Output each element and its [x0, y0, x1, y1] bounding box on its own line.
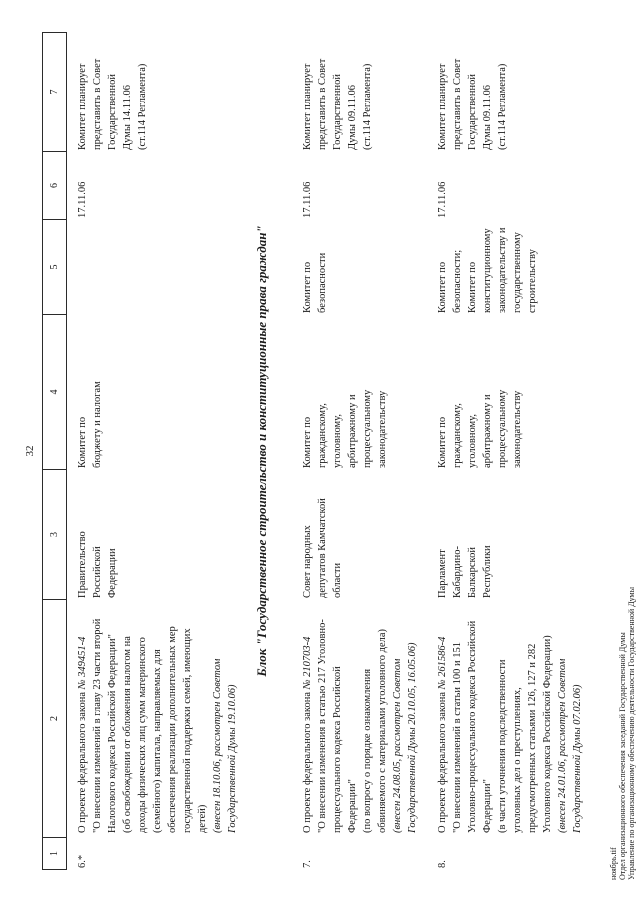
text-line: Федерации"	[347, 779, 358, 833]
co-committee-cell	[75, 220, 240, 315]
initiator-cell	[435, 470, 585, 600]
text-line: Комитет планирует	[77, 63, 88, 150]
text-line: (семейного) капитала, направляемых для	[152, 649, 163, 833]
committee-plan-cell	[75, 32, 240, 152]
co-committee-cell	[435, 220, 585, 315]
bill-intro: О проекте федерального закона	[77, 689, 88, 833]
text-line: (об освобождении от обложения налогом на	[122, 636, 133, 833]
bill-submission-note	[210, 603, 240, 833]
date-cell: 17.11.06	[437, 181, 448, 218]
text-line: Республики	[482, 545, 493, 598]
text-line: арбитражному и	[347, 394, 358, 468]
text-line: представить в Совет	[92, 58, 103, 150]
text-line: Государственной	[107, 74, 118, 150]
bill-title-lines	[90, 603, 210, 833]
text-line: (ст.114 Регламента)	[497, 63, 508, 150]
bill-title-cell	[75, 600, 240, 838]
text-line: депутатов Камчатской	[317, 498, 328, 598]
text-line: безопасности;	[452, 249, 463, 313]
table-row-bill-349451-4	[75, 32, 240, 870]
text-line: Комитет планирует	[437, 63, 448, 150]
column-header-5: 5	[42, 220, 67, 315]
column-header-2: 2	[42, 600, 67, 838]
text-line: Думы 09.11.06	[482, 85, 493, 150]
text-line: Комитет планирует	[302, 63, 313, 150]
text-line: "О внесении изменения в статью 217 Уголовно-	[317, 619, 328, 833]
text-line: процессуальному	[497, 389, 508, 468]
column-header-7: 7	[42, 32, 67, 152]
text-line: Комитет по	[437, 261, 448, 313]
text-line: (внесен 24.08.05, рассмотрен Советом	[392, 658, 403, 833]
text-line: гражданскому,	[452, 403, 463, 468]
column-header-6: 6	[42, 152, 67, 220]
text-line: Комитет по	[302, 416, 313, 468]
text-line: (внесен 18.10.06, рассмотрен Советом	[212, 658, 223, 833]
text-line: Государственной Думы 20.10.05, 16.05.06)	[407, 642, 418, 833]
bill-submission-note	[390, 603, 420, 833]
text-line: Комитет по	[302, 261, 313, 313]
text-line: (ст.114 Регламента)	[362, 63, 373, 150]
text-line: "О внесении изменений в главу 23 части второй	[92, 618, 103, 833]
bill-title-lines	[315, 603, 390, 833]
footer-directorate: Управление по организационному обеспечению деятельности Государственной Думы	[627, 587, 636, 880]
committee-plan-cell	[300, 32, 420, 152]
text-line: Балкарской	[467, 547, 478, 598]
text-line: (в части уточнения подследственности	[497, 659, 508, 833]
text-line: области	[332, 562, 343, 598]
bill-submission-note	[555, 603, 585, 833]
text-line: Налогового кодекса Российской Федерации"	[107, 634, 118, 833]
text-line: Государственной	[332, 74, 343, 150]
text-line: Комитет по	[467, 261, 478, 313]
text-line: Государственной Думы 19.10.06)	[227, 684, 238, 833]
bill-number: № 349451-4	[77, 636, 88, 690]
text-line: Федерации"	[482, 779, 493, 833]
text-line: строительству	[527, 249, 538, 313]
footer-filename: ноябрь.tif	[609, 847, 618, 880]
text-line: государственному	[512, 232, 523, 313]
text-line: (по вопросу о порядке ознакомления	[362, 668, 373, 833]
text-line: Комитет по	[77, 416, 88, 468]
text-line: процессуальному	[362, 389, 373, 468]
bill-first-line	[435, 603, 450, 833]
text-line: Уголовно-процессуального кодекса Российской	[467, 620, 478, 833]
responsible-committee-cell	[75, 315, 240, 470]
table-row-bill-261586-4	[435, 32, 585, 870]
text-line: Комитет по	[437, 416, 448, 468]
legislation-table	[42, 32, 585, 870]
bill-title-cell	[300, 600, 420, 838]
text-line: детей)	[197, 804, 208, 833]
text-line: (внесен 24.01.06, рассмотрен Советом	[557, 658, 568, 833]
text-line: государственной поддержки семей, имеющих	[182, 628, 193, 833]
bill-first-line	[75, 603, 90, 833]
responsible-committee-cell	[300, 315, 420, 470]
text-line: Правительство	[77, 531, 88, 598]
text-line: Уголовного кодекса Российской Федерации)	[542, 635, 553, 833]
text-line: безопасности	[317, 252, 328, 313]
text-line: обеспечения реализации дополнительных мер	[167, 626, 178, 833]
text-line: Совет народных	[302, 525, 313, 598]
text-line: Думы 14.11.06	[122, 85, 133, 150]
text-line: Думы 09.11.06	[347, 85, 358, 150]
text-line: уголовному,	[332, 414, 343, 468]
text-line: представить в Совет	[452, 58, 463, 150]
table-header-row	[42, 32, 67, 870]
page-footer	[609, 587, 636, 880]
initiator-cell	[75, 470, 240, 600]
bill-title-cell	[435, 600, 585, 838]
text-line: Кабардино-	[452, 546, 463, 598]
text-line: "О внесении изменений в статьи 100 и 151	[452, 642, 463, 833]
text-line: Федерации	[107, 548, 118, 598]
bill-title-lines	[450, 603, 555, 833]
text-line: арбитражному и	[482, 394, 493, 468]
bill-first-line	[300, 603, 315, 833]
text-line: (ст.114 Регламента)	[137, 63, 148, 150]
row-number-cell: 8.	[437, 860, 448, 868]
bill-number: № 210703-4	[302, 636, 313, 690]
section-heading: Блок "Государственное строительство и конституционные права граждан"	[254, 225, 269, 677]
text-line: Государственной	[467, 74, 478, 150]
bill-number: № 261586-4	[437, 636, 448, 690]
column-header-4: 4	[42, 315, 67, 470]
responsible-committee-cell	[435, 315, 585, 470]
footer-department: Отдел организационного обеспечения заседаний Государственной Думы	[618, 632, 627, 880]
text-line: предусмотренных статьями 126, 127 и 282	[527, 643, 538, 833]
text-line: доходы физических лиц сумм материнского	[137, 637, 148, 833]
text-line: уголовных дел о преступлениях,	[512, 687, 523, 833]
text-line: Государственной Думы 07.02.06)	[572, 684, 583, 833]
date-cell: 17.11.06	[77, 181, 88, 218]
page-number: 32	[24, 445, 36, 457]
text-line: Парламент	[437, 549, 448, 598]
text-line: процессуального кодекса Российской	[332, 666, 343, 833]
date-cell: 17.11.06	[302, 181, 313, 218]
bill-intro: О проекте федерального закона	[437, 689, 448, 833]
committee-plan-cell	[435, 32, 585, 152]
column-header-1: 1	[42, 838, 67, 870]
text-line: гражданскому,	[317, 403, 328, 468]
text-line: представить в Совет	[317, 58, 328, 150]
text-line: конституционному	[482, 228, 493, 313]
text-line: законодательству	[377, 390, 388, 468]
text-line: законодательству и	[497, 227, 508, 313]
row-number-cell: 7.	[302, 860, 313, 868]
text-line: уголовному,	[467, 414, 478, 468]
bill-intro: О проекте федерального закона	[302, 689, 313, 833]
text-line: законодательству	[512, 390, 523, 468]
initiator-cell	[300, 470, 420, 600]
text-line: Российской	[92, 546, 103, 598]
column-header-3: 3	[42, 470, 67, 600]
table-row-bill-210703-4	[300, 32, 420, 870]
co-committee-cell	[300, 220, 420, 315]
row-number-cell: 6.*	[77, 854, 88, 868]
text-line: бюджету и налогам	[92, 381, 103, 468]
text-line: обвиняемого с материалами уголовного дела)	[377, 628, 388, 833]
